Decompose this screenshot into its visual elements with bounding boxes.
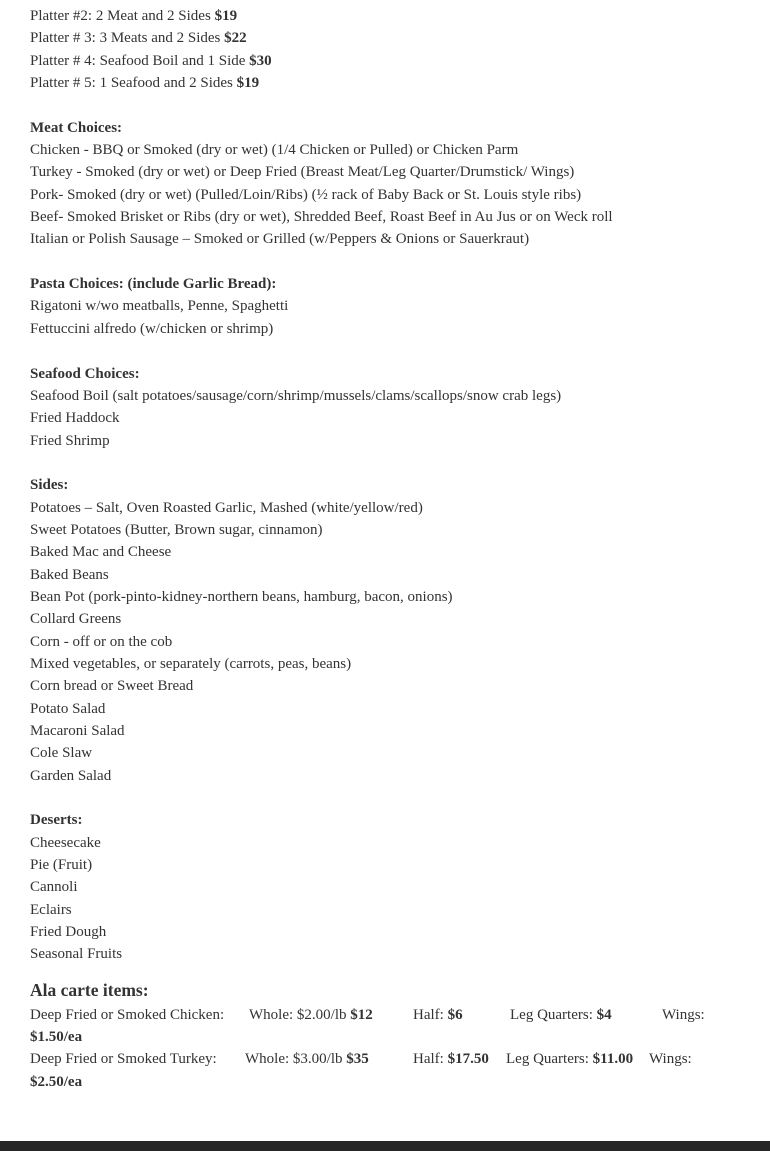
platter-2 — [30, 5, 750, 27]
list-item: Sweet Potatoes (Butter, Brown sugar, cinnamon) — [30, 521, 323, 538]
ala-carte-item-name: Deep Fried or Smoked Chicken: — [30, 1006, 225, 1023]
platter-price: $22 — [224, 30, 247, 47]
whole-price: $12 — [350, 1006, 373, 1023]
platter-4 — [30, 50, 750, 72]
list-item: Turkey - Smoked (dry or wet) or Deep Fried (Breast Meat/Leg Quarter/Drumstick/ Wings) — [30, 164, 575, 181]
platter-price: $19 — [214, 8, 238, 24]
ala-carte-item-name: Deep Fried or Smoked Turkey: — [30, 1051, 217, 1068]
platter-label: Platter #2: 2 Meat and 2 Sides — [30, 8, 215, 24]
whole-price: $35 — [346, 1051, 369, 1068]
footer-bar — [0, 1141, 770, 1151]
platter-label: Platter # 5: 1 Seafood and 2 Sides — [30, 75, 237, 92]
wings-label: Wings: — [662, 1006, 705, 1023]
list-item: Mixed vegetables, or separately (carrots, peas, beans) — [30, 655, 352, 672]
list-item: Fried Haddock — [30, 410, 120, 427]
list-item: Cannoli — [30, 879, 78, 896]
sides-heading: Sides: — [30, 477, 69, 494]
list-item: Fried Shrimp — [30, 432, 110, 449]
platter-3 — [30, 27, 750, 49]
half-label: Half: — [413, 1051, 448, 1068]
platter-price: $30 — [249, 52, 272, 69]
list-item: Seafood Boil (salt potatoes/sausage/corn/shrimp/mussels/clams/scallops/snow crab legs) — [30, 387, 562, 404]
whole-price-group — [245, 1048, 369, 1070]
list-item: Corn bread or Sweet Bread — [30, 678, 194, 695]
list-item: Italian or Polish Sausage – Smoked or Grilled (w/Peppers & Onions or Sauerkraut) — [30, 231, 530, 248]
list-item: Eclairs — [30, 901, 72, 918]
list-item: Pork- Smoked (dry or wet) (Pulled/Loin/Ribs) (½ rack of Baby Back or St. Louis style ribs) — [30, 186, 582, 203]
whole-price-group — [249, 1004, 373, 1026]
meat-heading: Meat Choices: — [30, 119, 123, 136]
leg-label: Leg Quarters: — [510, 1006, 597, 1023]
list-item: Rigatoni w/wo meatballs, Penne, Spaghetti — [30, 298, 289, 315]
wings-price: $2.50/ea — [30, 1073, 83, 1090]
list-item: Collard Greens — [30, 611, 122, 628]
list-item: Corn - off or on the cob — [30, 633, 173, 650]
ala-carte-turkey-row — [30, 1048, 750, 1093]
list-item: Potatoes – Salt, Oven Roasted Garlic, Mashed (white/yellow/red) — [30, 499, 423, 516]
wings-price: $1.50/ea — [30, 1029, 83, 1046]
platter-5 — [30, 72, 750, 94]
leg-price-group — [506, 1048, 633, 1070]
half-price-group — [413, 1004, 463, 1026]
ala-carte-chicken-row — [30, 1004, 750, 1049]
wings-label: Wings: — [649, 1051, 692, 1068]
half-price-group — [413, 1048, 489, 1070]
list-item: Baked Mac and Cheese — [30, 544, 172, 561]
pasta-heading: Pasta Choices: (include Garlic Bread): — [30, 276, 277, 293]
list-item: Macaroni Salad — [30, 723, 125, 739]
ala-carte-heading: Ala carte items: — [30, 979, 149, 1000]
list-item: Baked Beans — [30, 566, 109, 583]
half-price: $17.50 — [447, 1051, 489, 1068]
list-item: Pie (Fruit) — [30, 857, 93, 874]
menu-content — [30, 5, 750, 1093]
whole-label: Whole: $3.00/lb — [245, 1051, 347, 1068]
list-item: Bean Pot (pork-pinto-kidney-northern beans, hamburg, bacon, onions) — [30, 588, 453, 605]
whole-label: Whole: $2.00/lb — [249, 1006, 351, 1023]
leg-price: $11.00 — [592, 1051, 634, 1068]
list-item: Fried Dough — [30, 924, 107, 941]
list-item: Cheesecake — [30, 834, 101, 851]
list-item: Chicken - BBQ or Smoked (dry or wet) (1/4 Chicken or Pulled) or Chicken Parm — [30, 142, 519, 159]
leg-price: $4 — [596, 1006, 612, 1023]
deserts-heading: Deserts: — [30, 812, 83, 829]
half-label: Half: — [413, 1006, 448, 1023]
list-item: Fettuccini alfredo (w/chicken or shrimp) — [30, 320, 274, 337]
leg-label: Leg Quarters: — [506, 1051, 593, 1068]
list-item: Seasonal Fruits — [30, 946, 123, 963]
leg-price-group — [510, 1004, 612, 1026]
seafood-heading: Seafood Choices: — [30, 365, 140, 382]
platter-price: $19 — [236, 75, 260, 92]
half-price: $6 — [447, 1006, 463, 1023]
list-item: Garden Salad — [30, 767, 112, 784]
list-item: Beef- Smoked Brisket or Ribs (dry or wet), Shredded Beef, Roast Beef in Au Jus or on Weck roll — [30, 209, 613, 226]
platter-label: Platter # 3: 3 Meats and 2 Sides — [30, 30, 225, 47]
list-item: Potato Salad — [30, 700, 106, 717]
list-item: Cole Slaw — [30, 745, 93, 762]
platter-label: Platter # 4: Seafood Boil and 1 Side — [30, 52, 250, 69]
